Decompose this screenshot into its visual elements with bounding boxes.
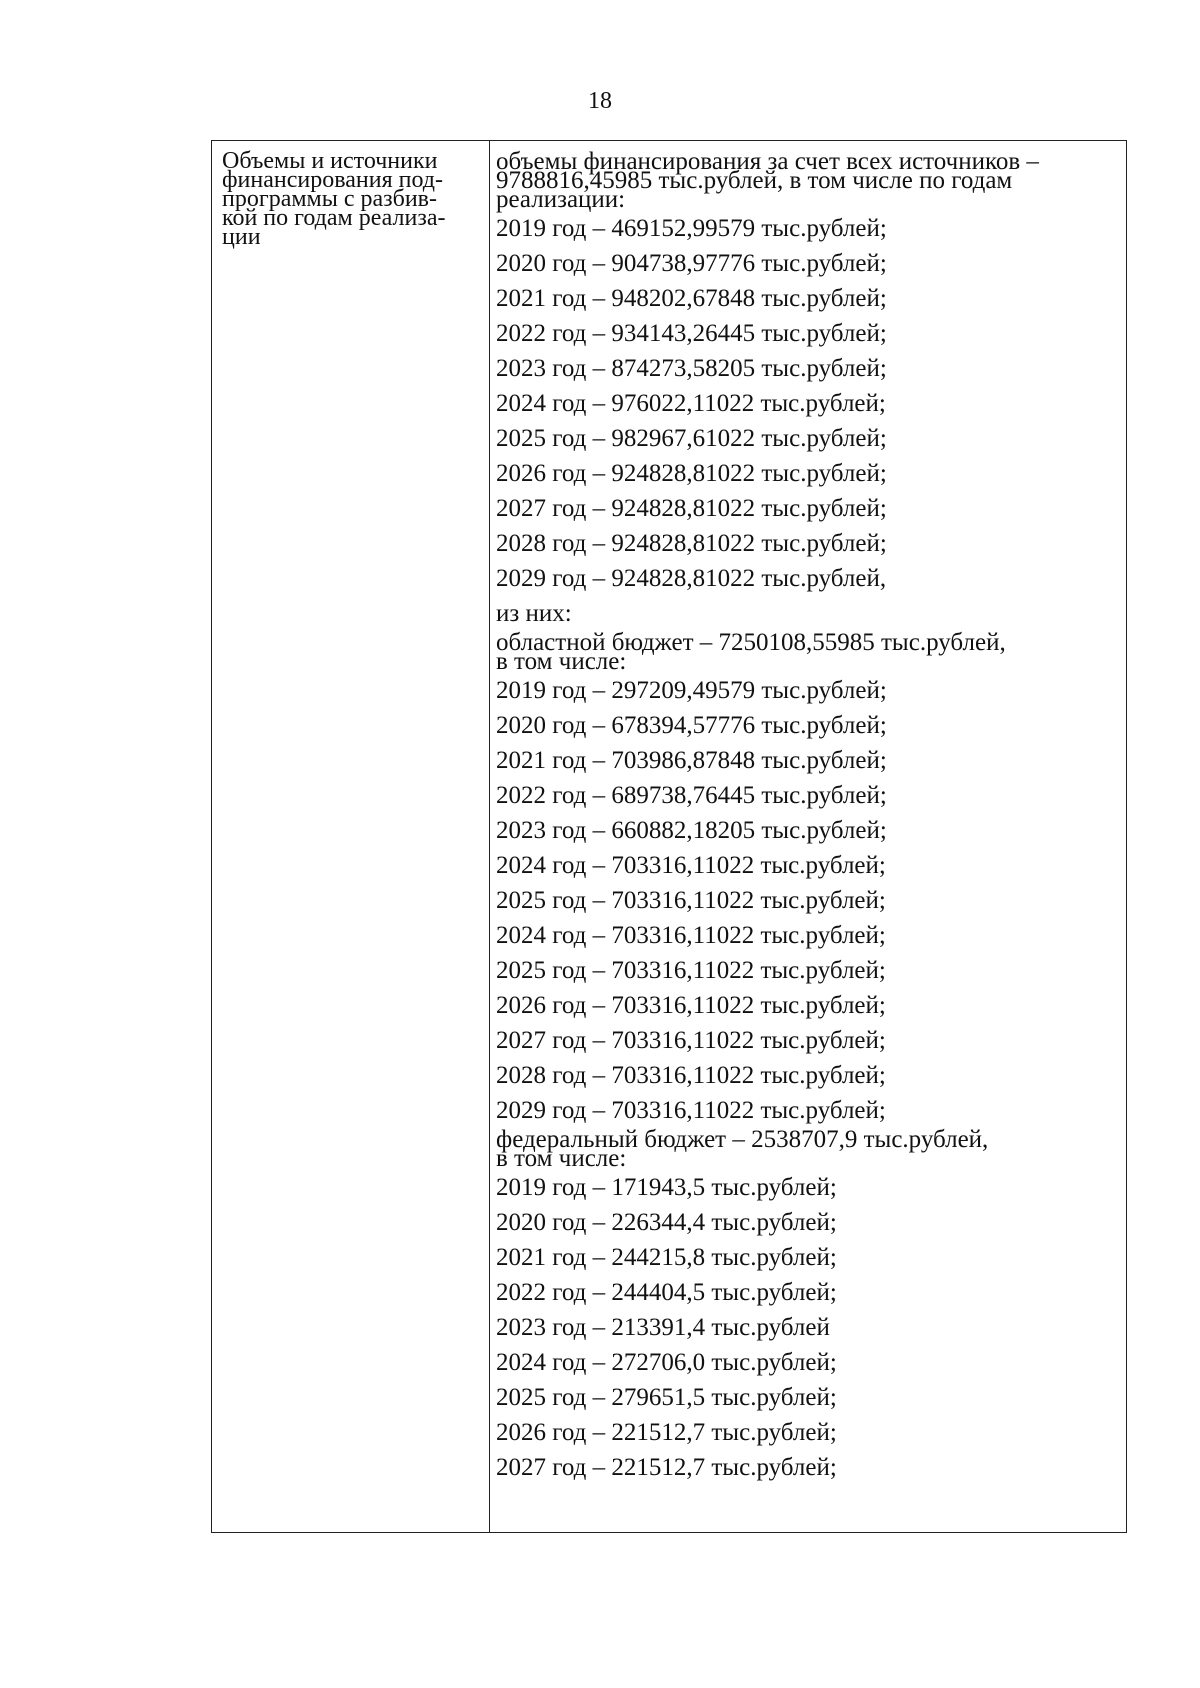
text-line: реализации:: [496, 186, 626, 213]
federal-year-line: 2022 год – 244404,5 тыс.рублей;: [496, 1279, 837, 1306]
total-year-line: 2028 год – 924828,81022 тыс.рублей;: [496, 530, 887, 557]
federal-year-line: 2027 год – 221512,7 тыс.рублей;: [496, 1454, 837, 1481]
regional-year-line: 2019 год – 297209,49579 тыс.рублей;: [496, 677, 887, 704]
text-line: 9788816,45985 тыс.рублей, в том числе по годам: [496, 167, 1013, 194]
text-line: областной бюджет – 7250108,55985 тыс.рублей,: [496, 629, 1006, 656]
regional-budget-intro: [496, 631, 1116, 673]
total-year-line: 2024 год – 976022,11022 тыс.рублей;: [496, 390, 886, 417]
total-year-line: 2022 год – 934143,26445 тыс.рублей;: [496, 320, 887, 347]
total-year-line: 2019 год – 469152,99579 тыс.рублей;: [496, 215, 887, 242]
total-financing-intro: [496, 150, 1116, 211]
regional-year-line: 2023 год – 660882,18205 тыс.рублей;: [496, 817, 887, 844]
label-line: Объемы и источники: [222, 148, 438, 174]
of-them-line: из них:: [496, 600, 572, 627]
regional-year-line: 2022 год – 689738,76445 тыс.рублей;: [496, 782, 887, 809]
total-year-line: 2020 год – 904738,97776 тыс.рублей;: [496, 250, 887, 277]
total-year-line: 2023 год – 874273,58205 тыс.рублей;: [496, 355, 887, 382]
regional-year-line: 2020 год – 678394,57776 тыс.рублей;: [496, 712, 887, 739]
total-year-line: 2029 год – 924828,81022 тыс.рублей,: [496, 565, 887, 592]
regional-year-line: 2024 год – 703316,11022 тыс.рублей;: [496, 922, 886, 949]
total-year-line: 2021 год – 948202,67848 тыс.рублей;: [496, 285, 887, 312]
text-line: федеральный бюджет – 2538707,9 тыс.рублей,: [496, 1126, 989, 1153]
federal-year-line: 2020 год – 226344,4 тыс.рублей;: [496, 1209, 837, 1236]
regional-year-line: 2025 год – 703316,11022 тыс.рублей;: [496, 957, 886, 984]
regional-year-line: 2025 год – 703316,11022 тыс.рублей;: [496, 887, 886, 914]
table-label-cell: [222, 148, 484, 250]
total-year-line: 2025 год – 982967,61022 тыс.рублей;: [496, 425, 887, 452]
federal-year-line: 2023 год – 213391,4 тыс.рублей: [496, 1314, 830, 1341]
total-year-line: 2027 год – 924828,81022 тыс.рублей;: [496, 495, 887, 522]
total-year-line: 2026 год – 924828,81022 тыс.рублей;: [496, 460, 887, 487]
page-number: 18: [588, 88, 612, 114]
regional-year-line: 2021 год – 703986,87848 тыс.рублей;: [496, 747, 887, 774]
federal-year-line: 2021 год – 244215,8 тыс.рублей;: [496, 1244, 837, 1271]
table-value-cell: [496, 150, 1116, 1485]
label-line: кой по годам реализа-: [222, 205, 446, 231]
federal-year-line: 2026 год – 221512,7 тыс.рублей;: [496, 1419, 837, 1446]
federal-year-line: 2024 год – 272706,0 тыс.рублей;: [496, 1349, 837, 1376]
regional-year-line: 2026 год – 703316,11022 тыс.рублей;: [496, 992, 886, 1019]
federal-budget-intro: [496, 1128, 1116, 1170]
text-line: объемы финансирования за счет всех источников –: [496, 148, 1039, 175]
regional-year-line: 2024 год – 703316,11022 тыс.рублей;: [496, 852, 886, 879]
federal-year-line: 2025 год – 279651,5 тыс.рублей;: [496, 1384, 837, 1411]
text-line: в том числе:: [496, 648, 627, 675]
text-line: в том числе:: [496, 1145, 627, 1172]
label-line: ции: [222, 224, 261, 250]
regional-year-line: 2029 год – 703316,11022 тыс.рублей;: [496, 1097, 886, 1124]
label-line: финансирования под-: [222, 167, 443, 193]
label-line: программы с разбив-: [222, 186, 438, 212]
table-column-divider: [489, 140, 490, 1533]
regional-year-line: 2027 год – 703316,11022 тыс.рублей;: [496, 1027, 886, 1054]
regional-year-line: 2028 год – 703316,11022 тыс.рублей;: [496, 1062, 886, 1089]
federal-year-line: 2019 год – 171943,5 тыс.рублей;: [496, 1174, 837, 1201]
